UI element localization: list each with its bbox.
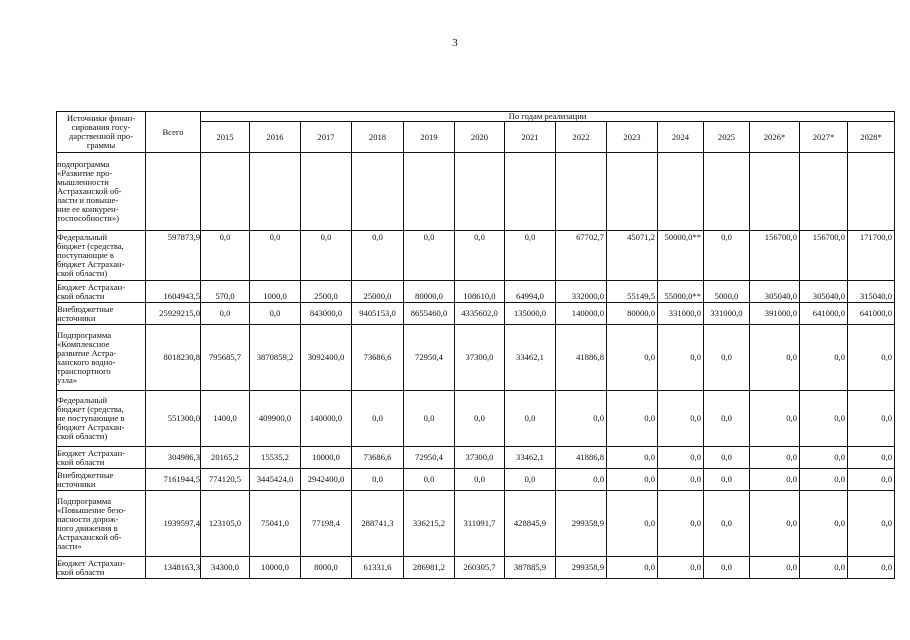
year-value-cell: 64994,0 (505, 281, 556, 303)
year-value-cell: 331000,0 (704, 303, 750, 325)
year-value-cell: 1000,0 (250, 281, 301, 303)
year-value-cell: 9405153,0 (352, 303, 404, 325)
total-cell: 1348163,3 (146, 557, 201, 579)
source-label: Бюджет Астрахан- ской области (57, 281, 146, 303)
year-value-cell: 0,0 (704, 491, 750, 557)
year-value-cell: 3092400,0 (301, 325, 352, 391)
source-label: Федеральный бюджет (средства, не поступающие в бюджет Астрахан- ской области) (57, 391, 146, 447)
year-value-cell (455, 153, 505, 231)
year-value-cell: 0,0 (505, 391, 556, 447)
table-row (57, 447, 895, 469)
table-row (57, 557, 895, 579)
year-value-cell: 336215,2 (404, 491, 455, 557)
year-value-cell: 156700,0 (800, 231, 848, 281)
year-value-cell (301, 153, 352, 231)
year-value-cell: 171700,0 (848, 231, 895, 281)
year-value-cell: 10000,0 (250, 557, 301, 579)
year-value-cell: 75041,0 (250, 491, 301, 557)
year-value-cell (505, 153, 556, 231)
year-value-cell: 0,0 (750, 447, 800, 469)
year-value-cell: 135000,0 (505, 303, 556, 325)
year-value-cell: 0,0 (800, 447, 848, 469)
year-value-cell: 332000,0 (556, 281, 607, 303)
year-value-cell: 80000,0 (404, 281, 455, 303)
table-row (57, 231, 895, 281)
year-value-cell: 55149,5 (607, 281, 658, 303)
header-year: 2015 (201, 122, 250, 153)
year-value-cell: 0,0 (658, 325, 704, 391)
year-value-cell: 72950,4 (404, 447, 455, 469)
year-value-cell: 570,0 (201, 281, 250, 303)
header-year: 2025 (704, 122, 750, 153)
year-value-cell: 8000,0 (301, 557, 352, 579)
year-value-cell: 140000,0 (301, 391, 352, 447)
year-value-cell: 41886,8 (556, 325, 607, 391)
source-label: Внебюджетные источники (57, 303, 146, 325)
year-value-cell: 0,0 (704, 447, 750, 469)
year-value-cell: 288741,3 (352, 491, 404, 557)
year-value-cell (556, 153, 607, 231)
source-label: Бюджет Астрахан- ской области (57, 447, 146, 469)
year-value-cell: 0,0 (250, 231, 301, 281)
year-value-cell: 10000,0 (301, 447, 352, 469)
year-value-cell: 260305,7 (455, 557, 505, 579)
total-cell: 304986,3 (146, 447, 201, 469)
year-value-cell: 37300,0 (455, 325, 505, 391)
year-value-cell: 0,0 (201, 231, 250, 281)
table-row (57, 153, 895, 231)
year-value-cell: 409900,0 (250, 391, 301, 447)
table-row (57, 491, 895, 557)
year-value-cell: 0,0 (750, 557, 800, 579)
total-cell: 1604943,5 (146, 281, 201, 303)
year-value-cell: 0,0 (848, 491, 895, 557)
year-value-cell: 641000,0 (848, 303, 895, 325)
year-value-cell: 0,0 (201, 303, 250, 325)
header-year: 2023 (607, 122, 658, 153)
year-value-cell: 0,0 (404, 469, 455, 491)
source-label: Бюджет Астрахан- ской области (57, 557, 146, 579)
header-source: Источники финан- сирования госу- дарственной про- граммы (57, 112, 146, 153)
year-value-cell: 2942400,0 (301, 469, 352, 491)
source-label: Внебюджетные источники (57, 469, 146, 491)
header-year: 2019 (404, 122, 455, 153)
total-cell: 25929215,0 (146, 303, 201, 325)
funding-table (56, 111, 895, 579)
year-value-cell: 641000,0 (800, 303, 848, 325)
table-row (57, 325, 895, 391)
year-value-cell: 0,0 (800, 391, 848, 447)
total-cell: 551300,0 (146, 391, 201, 447)
header-year: 2022 (556, 122, 607, 153)
year-value-cell: 0,0 (556, 469, 607, 491)
year-value-cell: 5000,0 (704, 281, 750, 303)
year-value-cell: 795685,7 (201, 325, 250, 391)
header-years: По годам реализации (201, 112, 895, 122)
total-cell (146, 153, 201, 231)
header-total: Всего (146, 112, 201, 153)
year-value-cell: 387885,9 (505, 557, 556, 579)
header-year: 2016 (250, 122, 301, 153)
year-value-cell: 0,0 (658, 447, 704, 469)
year-value-cell: 20165,2 (201, 447, 250, 469)
year-value-cell: 0,0 (800, 491, 848, 557)
year-value-cell: 0,0 (505, 231, 556, 281)
year-value-cell: 0,0 (505, 469, 556, 491)
year-value-cell: 156700,0 (750, 231, 800, 281)
table-row (57, 281, 895, 303)
year-value-cell: 305040,0 (800, 281, 848, 303)
total-cell: 597873,9 (146, 231, 201, 281)
year-value-cell: 2500,0 (301, 281, 352, 303)
year-value-cell (201, 153, 250, 231)
year-value-cell: 299358,9 (556, 491, 607, 557)
table-row (57, 469, 895, 491)
year-value-cell: 286981,2 (404, 557, 455, 579)
header-year: 2021 (505, 122, 556, 153)
year-value-cell: 0,0 (750, 491, 800, 557)
year-value-cell: 25000,0 (352, 281, 404, 303)
year-value-cell: 33462,1 (505, 325, 556, 391)
year-value-cell: 55000,0** (658, 281, 704, 303)
year-value-cell: 45071,2 (607, 231, 658, 281)
year-value-cell: 61331,6 (352, 557, 404, 579)
year-value-cell: 1400,0 (201, 391, 250, 447)
year-value-cell (750, 153, 800, 231)
year-value-cell: 315040,0 (848, 281, 895, 303)
year-value-cell: 0,0 (658, 557, 704, 579)
year-value-cell: 108610,0 (455, 281, 505, 303)
year-value-cell: 37300,0 (455, 447, 505, 469)
year-value-cell: 123105,0 (201, 491, 250, 557)
year-value-cell: 0,0 (455, 469, 505, 491)
year-value-cell: 0,0 (704, 325, 750, 391)
header-year: 2018 (352, 122, 404, 153)
year-value-cell: 0,0 (800, 469, 848, 491)
year-value-cell (848, 153, 895, 231)
header-year: 2028* (848, 122, 895, 153)
year-value-cell: 331000,0 (658, 303, 704, 325)
header-year: 2020 (455, 122, 505, 153)
total-cell: 7161944,5 (146, 469, 201, 491)
year-value-cell: 4335602,0 (455, 303, 505, 325)
year-value-cell (607, 153, 658, 231)
year-value-cell (658, 153, 704, 231)
year-value-cell: 0,0 (848, 391, 895, 447)
year-value-cell: 0,0 (607, 491, 658, 557)
year-value-cell: 50000,0** (658, 231, 704, 281)
year-value-cell: 299358,9 (556, 557, 607, 579)
year-value-cell: 0,0 (704, 557, 750, 579)
year-value-cell: 77198,4 (301, 491, 352, 557)
year-value-cell: 0,0 (250, 303, 301, 325)
year-value-cell: 0,0 (607, 469, 658, 491)
year-value-cell: 8655460,0 (404, 303, 455, 325)
year-value-cell: 0,0 (404, 231, 455, 281)
year-value-cell: 0,0 (607, 391, 658, 447)
year-value-cell: 0,0 (750, 325, 800, 391)
year-value-cell: 0,0 (848, 469, 895, 491)
year-value-cell: 0,0 (750, 391, 800, 447)
year-value-cell: 0,0 (750, 469, 800, 491)
table-body (57, 153, 895, 579)
year-value-cell (404, 153, 455, 231)
source-label: Подпрограмма «Комплексное развитие Астра- ханского водно- транспортного узла» (57, 325, 146, 391)
year-value-cell: 0,0 (607, 325, 658, 391)
header-year: 2024 (658, 122, 704, 153)
year-value-cell (800, 153, 848, 231)
year-value-cell: 311091,7 (455, 491, 505, 557)
year-value-cell: 67702,7 (556, 231, 607, 281)
table-row (57, 303, 895, 325)
year-value-cell: 0,0 (658, 469, 704, 491)
year-value-cell: 41886,8 (556, 447, 607, 469)
year-value-cell: 80000,0 (607, 303, 658, 325)
table-row (57, 391, 895, 447)
year-value-cell: 305040,0 (750, 281, 800, 303)
year-value-cell: 774120,5 (201, 469, 250, 491)
year-value-cell (704, 153, 750, 231)
year-value-cell: 3870859,2 (250, 325, 301, 391)
year-value-cell: 843000,0 (301, 303, 352, 325)
year-value-cell: 0,0 (352, 231, 404, 281)
year-value-cell: 0,0 (556, 391, 607, 447)
year-value-cell: 428845,9 (505, 491, 556, 557)
year-value-cell: 0,0 (704, 391, 750, 447)
year-value-cell: 0,0 (455, 231, 505, 281)
year-value-cell: 0,0 (800, 325, 848, 391)
header-row-top (57, 112, 895, 122)
year-value-cell: 33462,1 (505, 447, 556, 469)
year-value-cell: 0,0 (704, 231, 750, 281)
year-value-cell: 72950,4 (404, 325, 455, 391)
year-value-cell: 73686,6 (352, 325, 404, 391)
year-value-cell: 0,0 (607, 557, 658, 579)
header-year: 2017 (301, 122, 352, 153)
year-value-cell: 15535,2 (250, 447, 301, 469)
header-year: 2027* (800, 122, 848, 153)
year-value-cell: 0,0 (455, 391, 505, 447)
year-value-cell: 0,0 (848, 447, 895, 469)
year-value-cell: 0,0 (404, 391, 455, 447)
year-value-cell: 0,0 (800, 557, 848, 579)
year-value-cell: 0,0 (704, 469, 750, 491)
year-value-cell: 391000,0 (750, 303, 800, 325)
source-label: Подпрограмма «Повышение безо- пасности дорож- ного движения в Астраханской об- ласти» (57, 491, 146, 557)
source-label: Федеральный бюджет (средства, поступающие в бюджет Астрахан- ской области) (57, 231, 146, 281)
year-value-cell: 3445424,0 (250, 469, 301, 491)
year-value-cell: 0,0 (848, 557, 895, 579)
total-cell: 1939597,4 (146, 491, 201, 557)
total-cell: 8018230,8 (146, 325, 201, 391)
year-value-cell: 140000,0 (556, 303, 607, 325)
year-value-cell: 73686,6 (352, 447, 404, 469)
year-value-cell: 0,0 (352, 469, 404, 491)
year-value-cell: 0,0 (658, 491, 704, 557)
year-value-cell: 0,0 (352, 391, 404, 447)
year-value-cell (352, 153, 404, 231)
year-value-cell (250, 153, 301, 231)
year-value-cell: 0,0 (607, 447, 658, 469)
year-value-cell: 0,0 (658, 391, 704, 447)
source-label: подпрограмма «Развитие про- мышленности Астраханской об- ласти и повыше- ние ее конкурен- тоспособности») (57, 153, 146, 231)
year-value-cell: 0,0 (848, 325, 895, 391)
page-number: 3 (452, 37, 458, 49)
year-value-cell: 34300,0 (201, 557, 250, 579)
year-value-cell: 0,0 (301, 231, 352, 281)
header-year: 2026* (750, 122, 800, 153)
